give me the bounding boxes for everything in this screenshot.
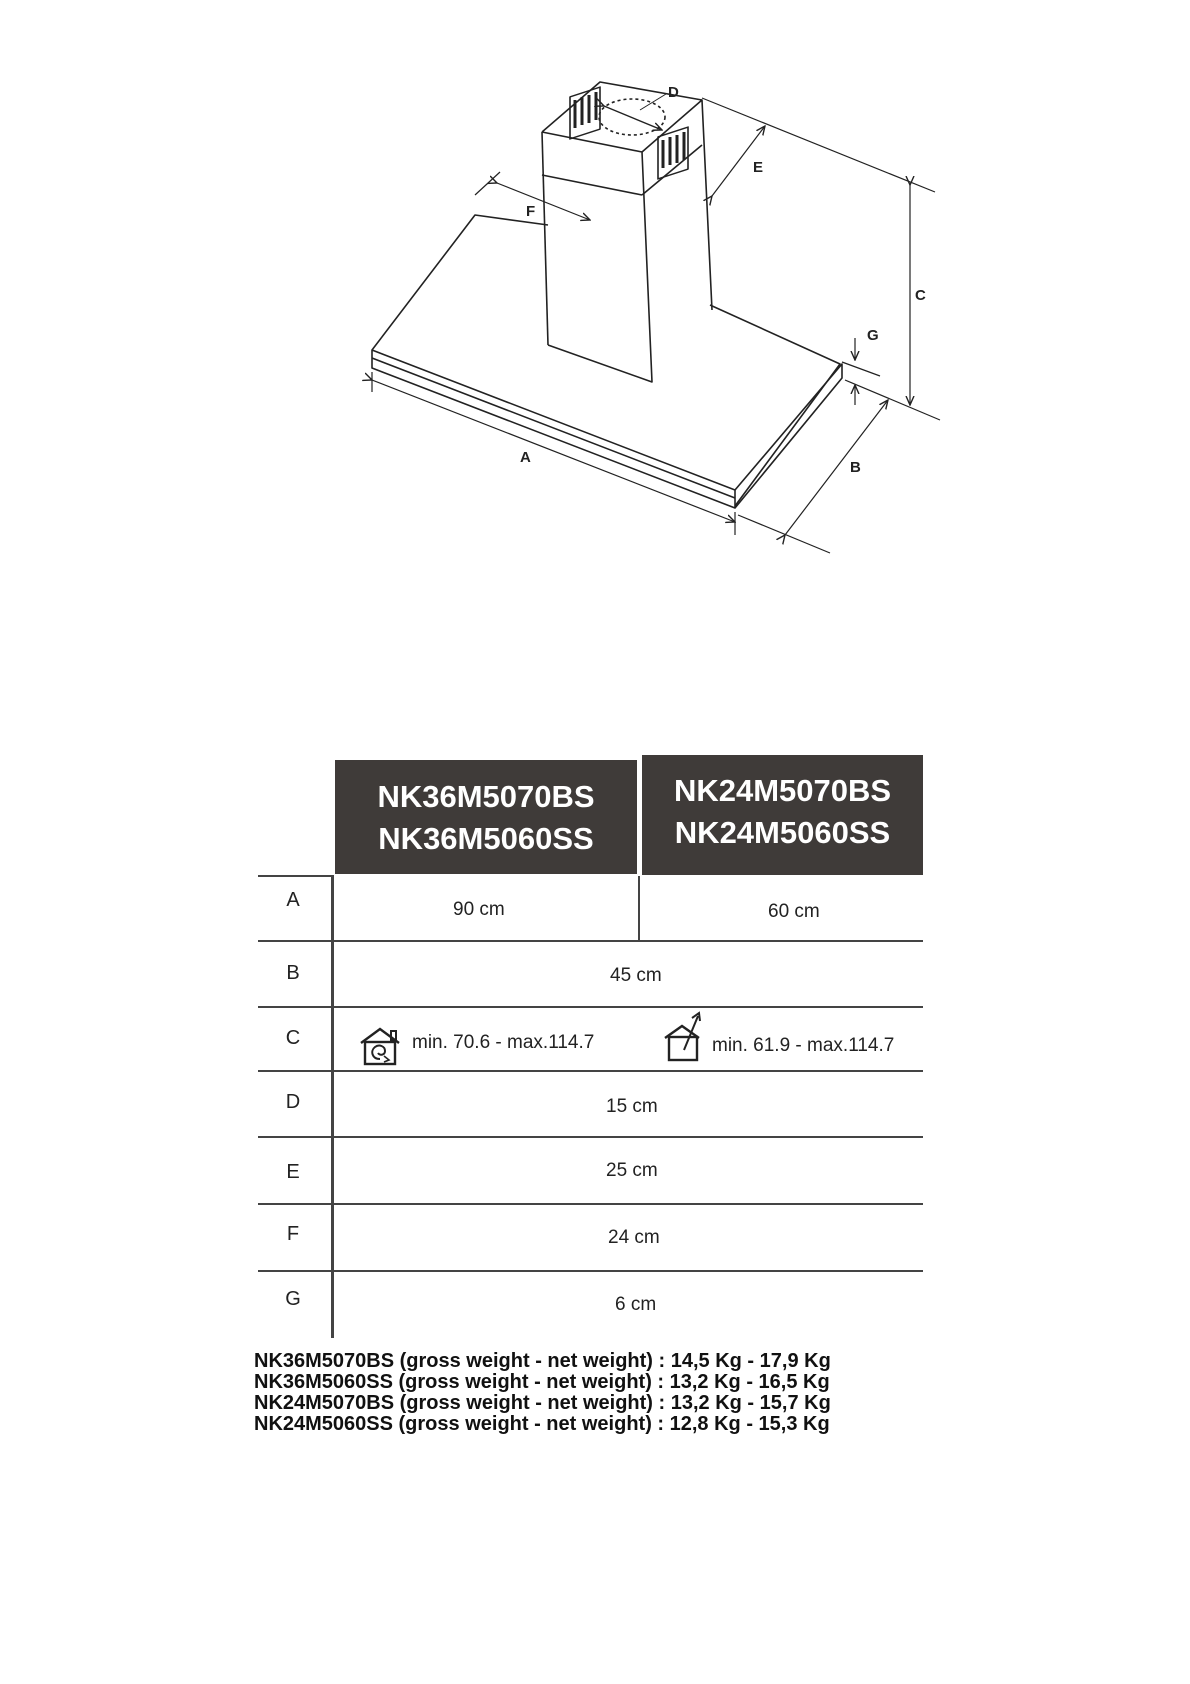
hood-drawing bbox=[340, 60, 960, 580]
row-label-f: F bbox=[286, 1223, 300, 1245]
recirculation-house-icon bbox=[358, 1026, 402, 1066]
dimension-c-recirculation: min. 70.6 - max.114.7 bbox=[412, 1032, 595, 1053]
label-c: C bbox=[915, 287, 926, 304]
table-divider bbox=[258, 1136, 923, 1138]
row-label-g: G bbox=[285, 1288, 301, 1310]
model-header-36 bbox=[335, 760, 637, 874]
table-row-header-divider bbox=[331, 876, 334, 1338]
dimension-e: 25 cm bbox=[606, 1160, 658, 1181]
hood-outline bbox=[372, 82, 842, 508]
weight-line: NK36M5060SS (gross weight - net weight) : 13,2 Kg - 16,5 Kg bbox=[254, 1371, 830, 1393]
label-a: A bbox=[520, 449, 531, 466]
model-name: NK36M5070BS bbox=[377, 779, 595, 814]
dimension-b: 45 cm bbox=[610, 965, 662, 986]
row-label-c: C bbox=[285, 1027, 301, 1049]
dimension-lines bbox=[372, 98, 940, 553]
weight-line: NK24M5060SS (gross weight - net weight) : 12,8 Kg - 15,3 Kg bbox=[254, 1413, 830, 1435]
dimension-c-ducted: min. 61.9 - max.114.7 bbox=[712, 1035, 895, 1056]
table-divider bbox=[258, 875, 334, 877]
table-divider bbox=[258, 1070, 923, 1072]
label-d: D bbox=[668, 84, 679, 101]
dimension-f: 24 cm bbox=[608, 1227, 660, 1248]
weight-line: NK24M5070BS (gross weight - net weight) : 13,2 Kg - 15,7 Kg bbox=[254, 1392, 831, 1414]
label-g: G bbox=[867, 327, 879, 344]
model-header-24 bbox=[642, 755, 923, 875]
table-divider bbox=[258, 1270, 923, 1272]
hood-dimension-diagram bbox=[340, 60, 960, 580]
dimension-d: 15 cm bbox=[606, 1096, 658, 1117]
weight-line: NK36M5070BS (gross weight - net weight) : 14,5 Kg - 17,9 Kg bbox=[254, 1350, 831, 1372]
weight-notes bbox=[254, 1351, 831, 1435]
ducted-house-icon bbox=[662, 1010, 706, 1062]
model-name: NK24M5070BS bbox=[673, 773, 892, 808]
dimension-a-24: 60 cm bbox=[768, 901, 820, 922]
model-name: NK24M5060SS bbox=[674, 815, 891, 850]
table-divider bbox=[258, 1203, 923, 1205]
label-f: F bbox=[526, 203, 536, 220]
row-label-a: A bbox=[286, 889, 300, 911]
row-label-e: E bbox=[286, 1161, 300, 1183]
model-name: NK36M5060SS bbox=[378, 821, 594, 856]
dimension-a-36: 90 cm bbox=[453, 899, 505, 920]
label-b: B bbox=[850, 459, 861, 476]
table-divider bbox=[258, 1006, 923, 1008]
row-label-d: D bbox=[285, 1091, 301, 1113]
label-e: E bbox=[753, 159, 764, 176]
dimension-g: 6 cm bbox=[615, 1294, 657, 1315]
table-divider bbox=[258, 940, 923, 942]
row-label-b: B bbox=[286, 962, 300, 984]
table-column-divider bbox=[638, 876, 640, 940]
